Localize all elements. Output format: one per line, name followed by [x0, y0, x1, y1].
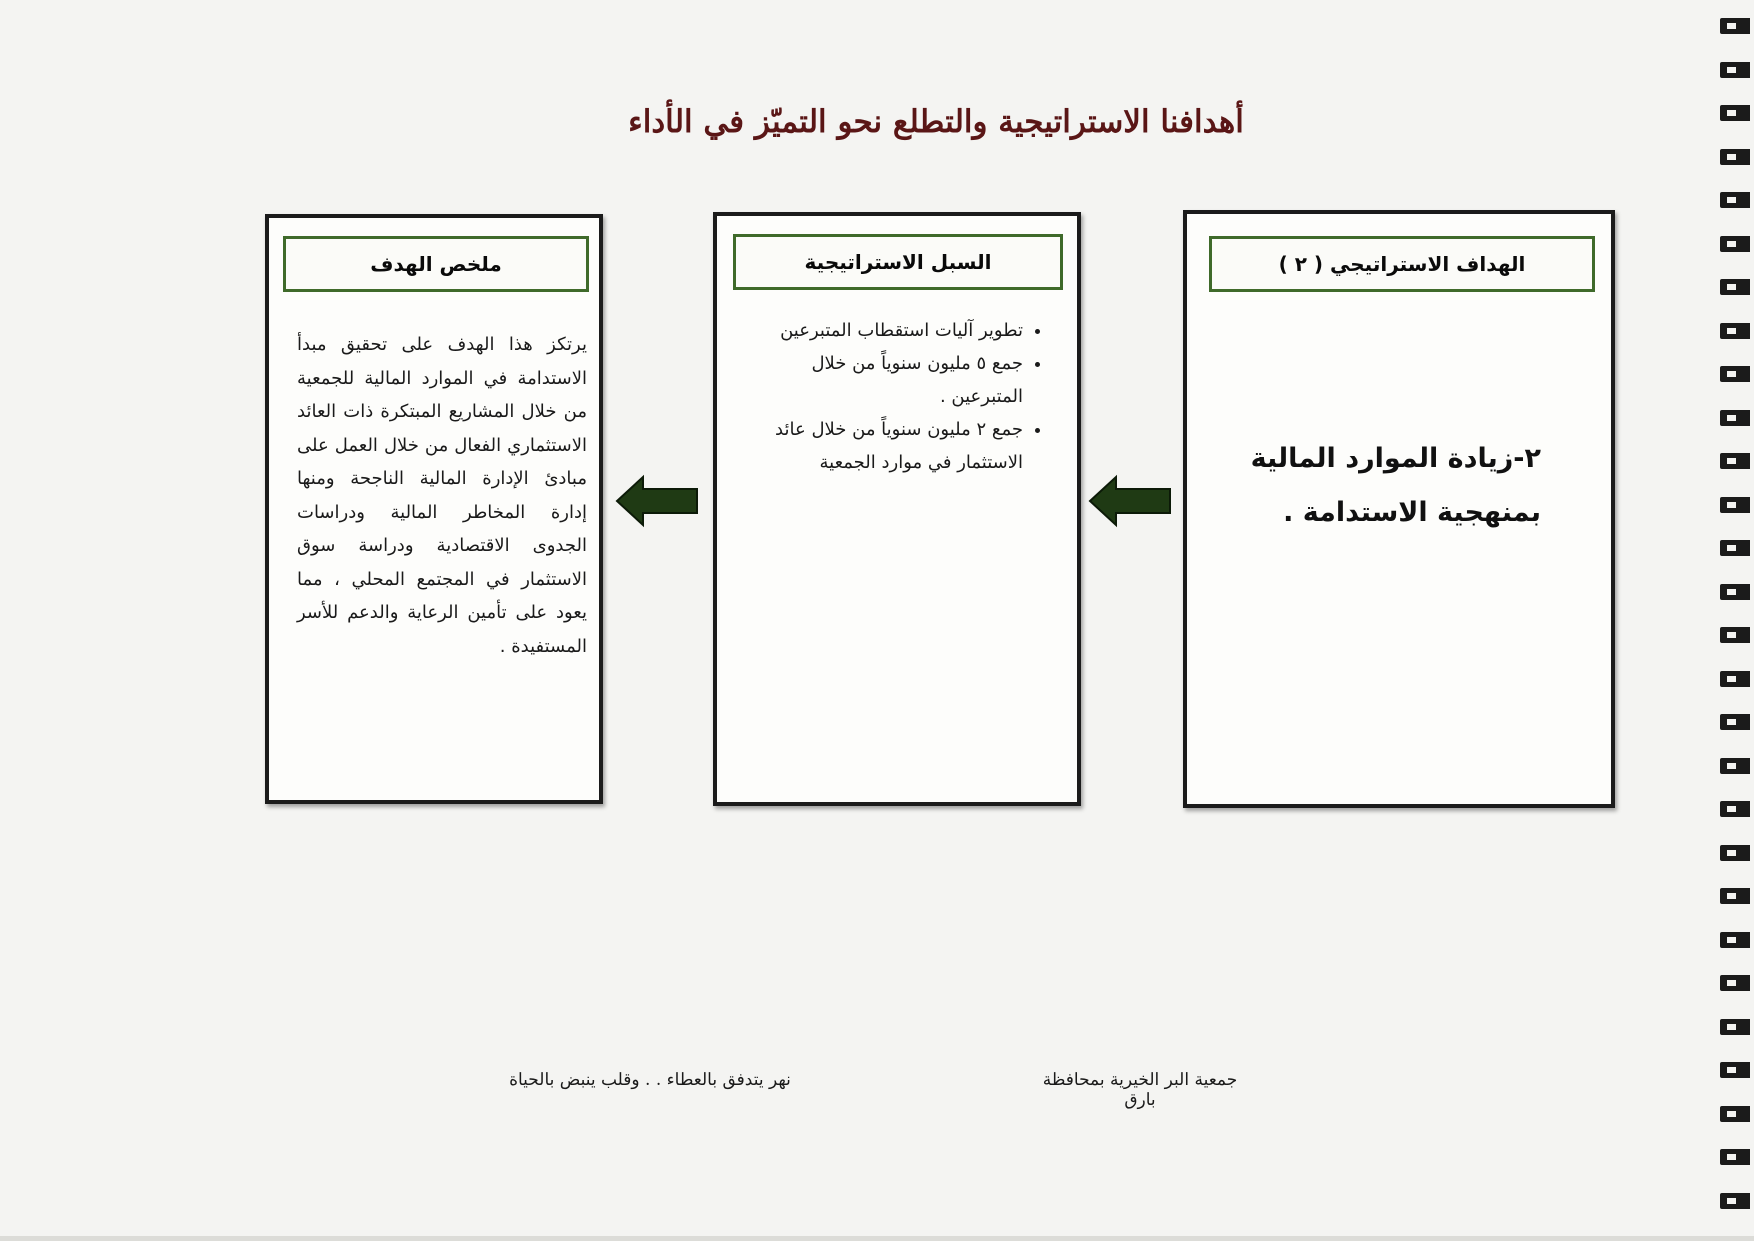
ways-list [745, 314, 1047, 479]
footer-slogan: نهر يتدفق بالعطاء . . وقلب ينبض بالحياة [509, 1070, 791, 1090]
binding-ring [1720, 975, 1750, 991]
binding-ring [1720, 671, 1750, 687]
summary-text: يرتكز هذا الهدف على تحقيق مبدأ الاستدامة في الموارد المالية للجمعية من خلال المشاريع المبتكرة ذات العائد الاستثماري الفعال من خلال العمل على مبادئ الإدارة المالية الناجحة ومنها إدارة المخاطر المالية ودراسات الجدوى الاقتصادية ودراسة سوق الاستثمار في المجتمع المحلي ، مما يعود على تأمين الرعاية والدعم للأسر المستفيدة . [297, 334, 587, 657]
binding-ring [1720, 801, 1750, 817]
binding-ring [1720, 366, 1750, 382]
binding-ring [1720, 323, 1750, 339]
binding-ring [1720, 62, 1750, 78]
summary-box [265, 214, 603, 804]
binding-ring [1720, 149, 1750, 165]
binding-ring [1720, 888, 1750, 904]
binding-ring [1720, 18, 1750, 34]
list-item: • تطوير آليات استقطاب المتبرعين [745, 314, 1023, 347]
binding-ring [1720, 236, 1750, 252]
binding-ring [1720, 1193, 1750, 1209]
goal-box-header: الهداف الاستراتيجي ( ٢ ) [1209, 236, 1595, 292]
binding-ring [1720, 497, 1750, 513]
binding-ring [1720, 1062, 1750, 1078]
list-item: • جمع ٢ مليون سنوياً من خلال عائد الاستثمار في موارد الجمعية [745, 413, 1023, 479]
summary-box-header: ملخص الهدف [283, 236, 589, 292]
binding-ring [1720, 932, 1750, 948]
binding-ring [1720, 192, 1750, 208]
page-title: أهدافنا الاستراتيجية والتطلع نحو التميّز في الأداء [628, 104, 1244, 140]
binding-ring [1720, 1149, 1750, 1165]
binding-ring [1720, 105, 1750, 121]
ways-box-header: السبل الاستراتيجية [733, 234, 1063, 290]
binding-ring [1720, 845, 1750, 861]
binding-ring [1720, 714, 1750, 730]
arrow-left-icon [615, 474, 699, 528]
goal-box [1183, 210, 1615, 808]
footer-organization: جمعية البر الخيرية بمحافظة بارق [1042, 1070, 1238, 1110]
binding-ring [1720, 758, 1750, 774]
binding-ring [1720, 1019, 1750, 1035]
ways-box [713, 212, 1081, 806]
binding-ring [1720, 279, 1750, 295]
page-bottom-edge [0, 1236, 1754, 1241]
binding-ring [1720, 453, 1750, 469]
binding-ring [1720, 584, 1750, 600]
list-item: • جمع ٥ مليون سنوياً من خلال المتبرعين . [745, 347, 1023, 413]
binding-ring [1720, 1106, 1750, 1122]
binding-ring [1720, 627, 1750, 643]
spiral-binding [1712, 18, 1754, 1218]
arrow-left-icon [1088, 474, 1172, 528]
binding-ring [1720, 540, 1750, 556]
binding-ring [1720, 410, 1750, 426]
goal-text: ٢-زيادة الموارد المالية بمنهجية الاستدامة . [1250, 443, 1541, 528]
